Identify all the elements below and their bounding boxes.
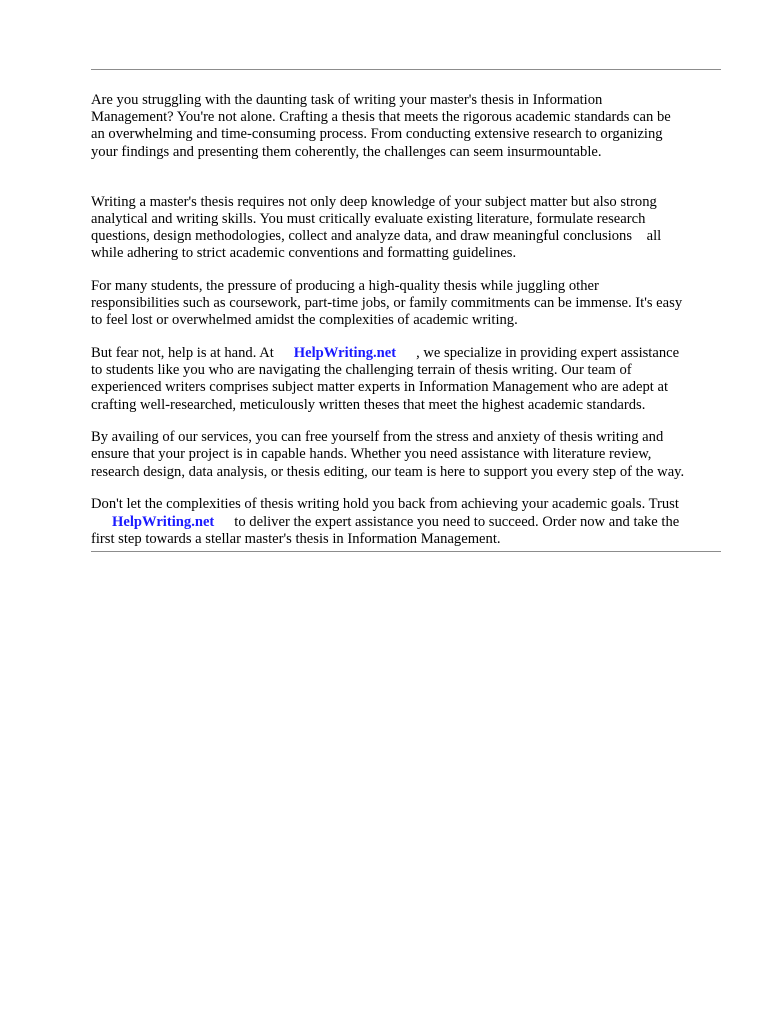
text-line: first step towards a stellar master's thesis in Information Management. xyxy=(91,530,501,547)
top-divider xyxy=(91,69,721,70)
text-line: crafting well-researched, meticulously written theses that meet the highest academic standards. xyxy=(91,396,646,413)
text-line: research design, data analysis, or thesis editing, our team is here to support you every step of the way. xyxy=(91,463,685,480)
text-line: questions, design methodologies, collect and analyze data, and draw meaningful conclusions all xyxy=(91,227,662,244)
text-line: Don't let the complexities of thesis writing hold you back from achieving your academic goals. Trust xyxy=(91,496,679,513)
text-line: Management? You're not alone. Crafting a thesis that meets the rigorous academic standards can be xyxy=(91,109,671,126)
text-line: your findings and presenting them coherently, the challenges can seem insurmountable. xyxy=(91,143,602,160)
text-line xyxy=(91,345,723,362)
document-body xyxy=(91,92,723,563)
text-line: For many students, the pressure of producing a high-quality thesis while juggling other xyxy=(91,277,599,294)
text-line: By availing of our services, you can free yourself from the stress and anxiety of thesis writing and xyxy=(91,429,664,446)
text-line: to students like you who are navigating the challenging terrain of thesis writing. Our team of xyxy=(91,362,632,379)
text-line: to feel lost or overwhelmed amidst the complexities of academic writing. xyxy=(91,312,518,329)
text-line: Writing a master's thesis requires not only deep knowledge of your subject matter but also strong xyxy=(91,193,657,210)
text-line: responsibilities such as coursework, part-time jobs, or family commitments can be immense. It's easy xyxy=(91,295,683,312)
text-fragment: , we specialize in providing expert assistance xyxy=(416,344,680,361)
paragraph-pressure xyxy=(91,278,723,330)
helpwriting-link[interactable]: HelpWriting.net xyxy=(112,513,215,530)
paragraph-intro xyxy=(91,92,723,161)
paragraph-help xyxy=(91,345,723,414)
text-line xyxy=(91,514,723,531)
text-line: an overwhelming and time-consuming process. From conducting extensive research to organizing xyxy=(91,126,663,143)
text-line: ensure that your project is in capable hands. Whether you need assistance with literature review, xyxy=(91,446,652,463)
bottom-divider xyxy=(91,551,721,552)
text-line: analytical and writing skills. You must critically evaluate existing literature, formulate research xyxy=(91,210,646,227)
paragraph-requirements xyxy=(91,176,723,262)
helpwriting-link[interactable]: HelpWriting.net xyxy=(293,344,397,361)
paragraph-call-to-action xyxy=(91,496,723,548)
text-line: Are you struggling with the daunting task of writing your master's thesis in Information xyxy=(91,92,603,108)
text-fragment: But fear not, help is at hand. At xyxy=(91,344,274,361)
text-fragment: to deliver the expert assistance you need to succeed. Order now and take the xyxy=(234,513,680,530)
paragraph-services xyxy=(91,429,723,481)
text-line: while adhering to strict academic conventions and formatting guidelines. xyxy=(91,245,517,262)
text-line: experienced writers comprises subject matter experts in Information Management who are adept at xyxy=(91,379,669,396)
